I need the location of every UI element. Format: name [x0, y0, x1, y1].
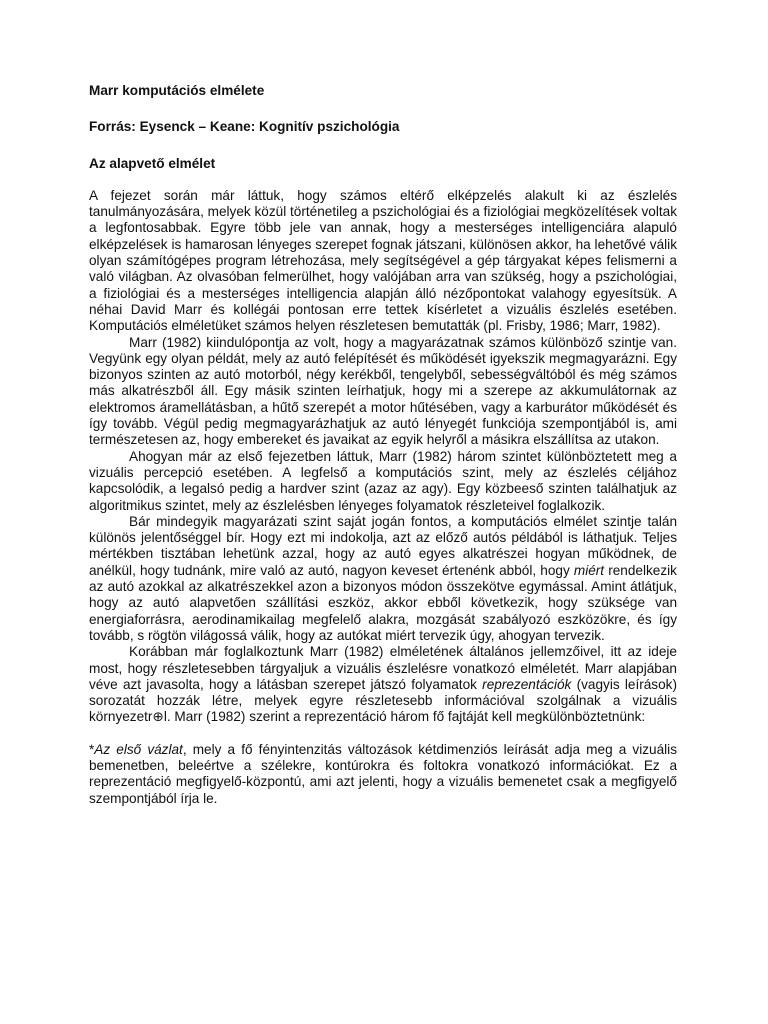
document-page — [89, 83, 677, 807]
list-item-bullet: * — [89, 741, 95, 757]
paragraph-5 — [89, 644, 677, 725]
paragraph-4-text-b: rendelkezik az autó azokkal az alkatrészekkel azon a bizonyos módon összekötve egymással. Amint átlátjuk, hogy az autó alapvetően szállítási eszköz, akkor ebből következik, hogy szüksége van energiaforrásra, aerodinamikailag megfelelő alakra, mozgását szabályozó eszközökre, és így tovább, s rögtön világossá válik, hogy az autókat miért tervezik úgy, ahogyan tervezik. — [89, 562, 677, 643]
list-item-term: Az első vázlat — [94, 741, 183, 757]
section-heading: Az alapvető elmélet — [89, 155, 216, 171]
source-line: Forrás: Eysenck – Keane: Kognitív pszichológia — [89, 119, 400, 135]
paragraph-5-text-a: Korábban már foglalkoztunk Marr (1982) elméletének általános jellemzőivel, itt az ideje most, hogy részletesebben tárgyaljuk a vizuális észlelésre vonatkozó elméletét. Marr alapjában véve azt javasolta, hogy a látásban szerepet játszó folyamatok — [89, 644, 677, 692]
paragraph-4 — [89, 514, 677, 644]
paragraph-1: A fejezet során már láttuk, hogy számos eltérő elképzelés alakult ki az észlelés tanulmányozására, melyek közül történetileg a pszichológiai és a fiziológiai megközelítések voltak a legfontosabbak. Egyre több jele van annak, hogy a mesterséges intelligenciára alapuló elképzelések is hamarosan lényeges szerepet fognak játszani, különösen akkor, ha lehetővé válik olyan számítógépes program létrehozása, mely segítségével a gép tárgyakat képes felismerni a való világban. Az olvasóban felmerülhet, hogy valójában arra van szükség, hogy a pszichológiai, a fiziológiai és a mesterséges intelligencia alapján álló nézőpontokat valahogy egyesítsük. A néhai David Marr és kollégái pontosan erre tettek kísérletet a vizuális észlelés esetében. Komputációs elméletüket számos helyen részletesen bemutatták (pl. Frisby, 1986; Marr, 1982). — [89, 187, 677, 334]
representation-list — [89, 742, 677, 807]
paragraph-5-emphasis: reprezentációk — [482, 676, 572, 692]
paragraph-2: Marr (1982) kiindulópontja az volt, hogy a magyarázatnak számos különböző szintje van. Vegyünk egy olyan példát, mely az autó felépítését és működését igyekszik megmagyarázni. Egy bizonyos szinten az autó motorból, négy kerékből, tengelyből, sebességváltóból és még számos más alkatrészből áll. Egy másik szinten leírhatjuk, hogy mi a szerepe az akkumulátornak az elektromos áramellátásban, a hűtő szerepét a motor hűtésében, vagy a karburátor működését és így tovább. Végül pedig megmagyarázhatjuk az autó lényegét funkciója szempontjából is, ami természetesen az, hogy embereket és javaikat az egyik helyről a másikra elszállítsa az utakon. — [89, 334, 677, 448]
paragraph-3: Ahogyan már az első fejezetben láttuk, Marr (1982) három szintet különböztetett meg a vizuális percepció esetében. A legfelső a komputációs szint, mely az észlelés céljához kapcsolódik, a legalsó pedig a hardver szint (azaz az agy). Egy közbeeső szinten találhatjuk az algoritmikus szintet, mely az észlelésben lényeges folyamatok részleteivel foglalkozik. — [89, 448, 677, 513]
document-title: Marr komputációs elmélete — [89, 83, 265, 98]
list-item — [89, 742, 677, 807]
paragraph-4-emphasis: miért — [573, 562, 605, 578]
paragraph-5-text-b: (vagyis leírások) sorozatát hozzák létre, melyek egyre részletesebb információval szolgálnak a vizuális környezetr⊕l. Marr (1982) szerint a reprezentáció három fő fajtáját kell megkülönböztetnünk: — [89, 676, 677, 725]
list-item-text: , mely a fő fényintenzitás változások kétdimenziós leírását adja meg a vizuális bemenetben, beleértve a szélekre, kontúrokra és foltokra vonatkozó információkat. Ez a reprezentáció megfigyelő-központú, ami azt jelenti, hogy a vizuális bemenetet csak a megfigyelő szempontjából írja le. — [89, 741, 677, 806]
document-body — [89, 188, 677, 726]
paragraph-4-text-a: Bár mindegyik magyarázati szint saját jogán fontos, a komputációs elmélet szintje talán különös jelentőséggel bír. Hogy ezt mi indokolja, azt az előző autós példából is láthatjuk. Teljes mértékben tisztában lehetünk azzal, hogy az autó egyes alkatrészei hogyan működnek, de anélkül, hogy tudnánk, mire való az autó, nagyon keveset értenénk abból, hogy — [89, 513, 677, 578]
